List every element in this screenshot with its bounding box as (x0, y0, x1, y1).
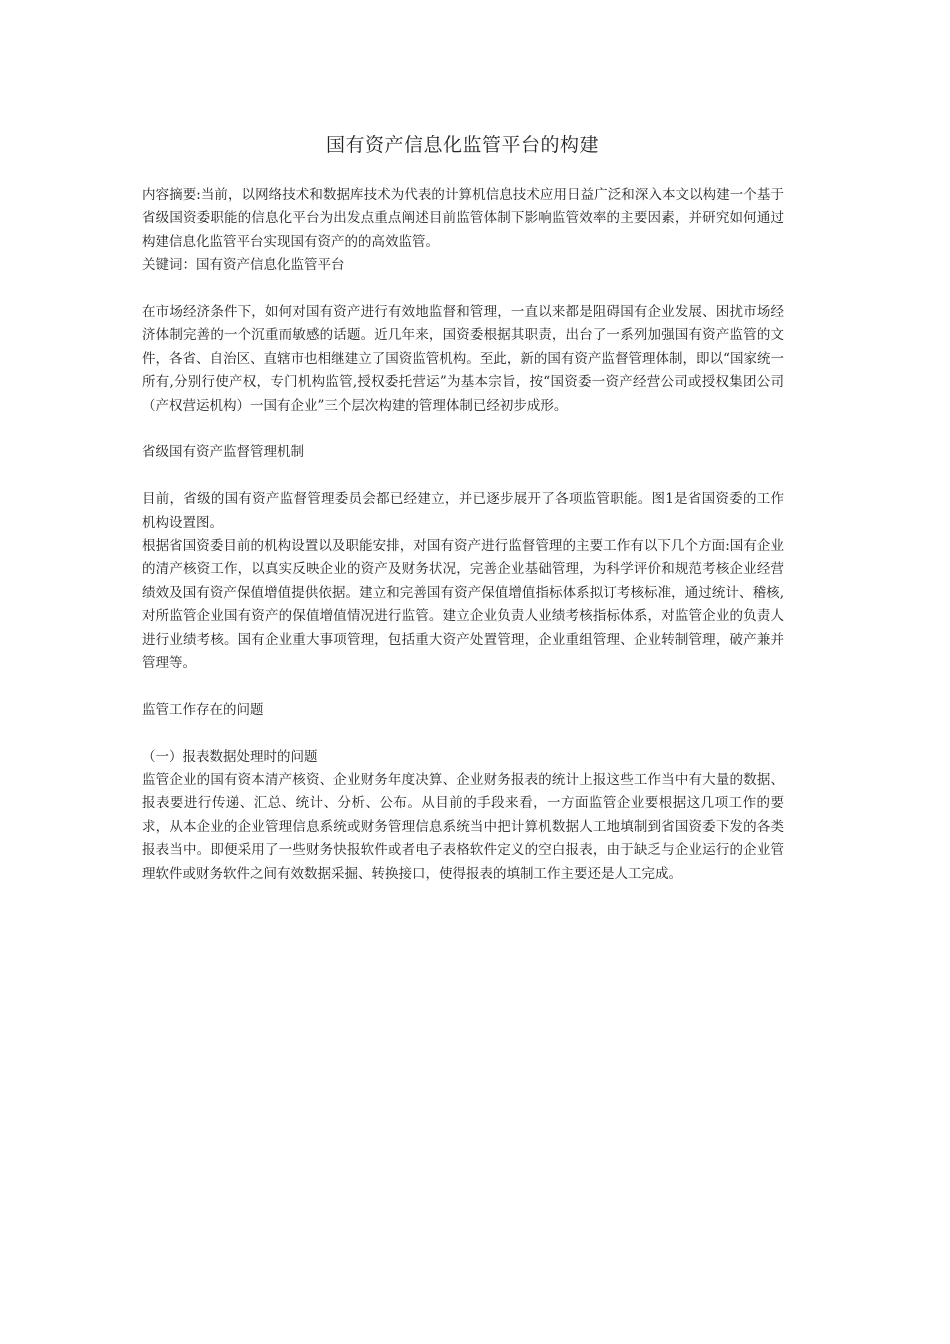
mechanism-paragraph-1: 目前，省级的国有资产监督管理委员会都已经建立，并已逐步展开了各项监管职能。图1是省国资委的工作机构设置图。 (142, 491, 784, 531)
paragraph-gap (142, 675, 784, 698)
paragraph-gap (142, 722, 784, 745)
paragraph-gap (142, 465, 784, 488)
report-data-paragraph: 监管企业的国有资本清产核资、企业财务年度决算、企业财务报表的统计上报这些工作当中有大量的数据、报表要进行传递、汇总、统计、分析、公布。从目前的手段来看，一方面监管企业要根据这几项工作的要求，从本企业的企业管理信息系统或财务管理信息系统当中把计算机数据人工地填制到省国资委下发的各类报表当中。即便采用了一些财务快报软件或者电子表格软件定义的空白报表，由于缺乏与企业运行的企业管理软件或财务软件之间有效数据采掘、转换接口，使得报表的填制工作主要还是人工完成。 (142, 772, 784, 882)
abstract-paragraph: 内容摘要:当前，以网络技术和数据库技术为代表的计算机信息技术应用日益广泛和深入本文以构建一个基于省级国资委职能的信息化平台为出发点重点阐述目前监管体制下影响监管效率的主要因素，并研究如何通过构建信息化监管平台实现国有资产的的高效监管。 (142, 187, 785, 250)
subsection-heading-report-data: （一）报表数据处理时的问题 (142, 748, 318, 765)
paragraph-gap (142, 278, 784, 301)
document-title: 国有资产信息化监管平台的构建 (325, 134, 599, 156)
keywords-line: 关键词：国有资产信息化监管平台 (142, 257, 345, 274)
document-body (142, 184, 784, 886)
section-heading-mechanism: 省级国有资产监督管理机制 (142, 444, 304, 461)
mechanism-paragraph-2: 根据省国资委目前的机构设置以及职能安排，对国有资产进行监督管理的主要工作有以下几个方面:国有企业的清产核资工作，以真实反映企业的资产及财务状况，完善企业基础管理，为科学评价和规范考核企业经营绩效及国有资产保值增值提供依据。建立和完善国有资产保值增值指标体系拟订考核标准，通过统计、稽核,对所监管企业国有资产的保值增值情况进行监管。建立企业负责人业绩考核指标体系，对监管企业的负责人进行业绩考核。国有企业重大事项管理，包括重大资产处置管理，企业重组管理、企业转制管理，破产兼并管理等。 (142, 538, 784, 672)
intro-paragraph: 在市场经济条件下，如何对国有资产进行有效地监督和管理，一直以来都是阻碍国有企业发展、困扰市场经济体制完善的一个沉重而敏感的话题。近几年来，国资委根据其职责，出台了一系列加强国有资产监管的文件，各省、自治区、直辖市也相继建立了国资监管机构。至此，新的国有资产监督管理体制，即以“国家统一所有,分别行使产权，专门机构监管,授权委托营运”为基本宗旨，按“国资委一资产经营公司或授权集团公司（产权营运机构）一国有企业”三个层次构建的管理体制已经初步成形。 (142, 304, 784, 414)
paragraph-gap (142, 418, 784, 441)
section-heading-problems: 监管工作存在的问题 (142, 701, 264, 718)
